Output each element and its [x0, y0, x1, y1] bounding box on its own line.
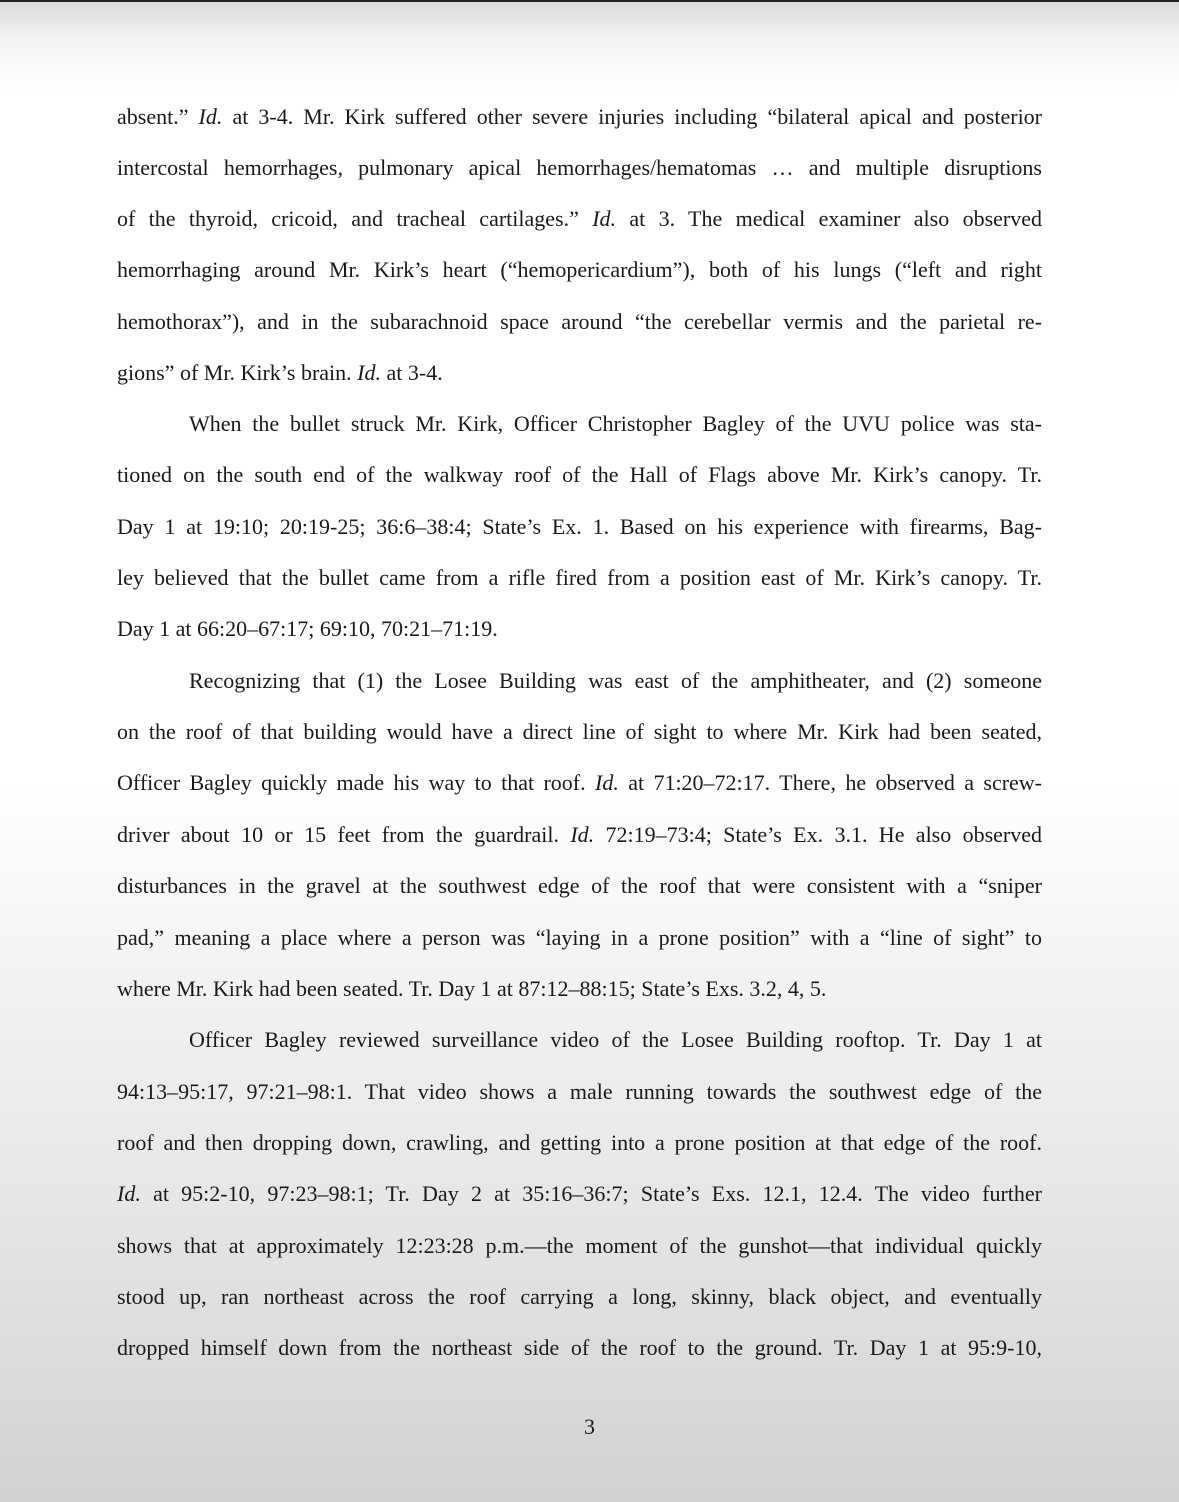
- text-line: pad,” meaning a place where a person was “laying in a prone position” with a “line of sight” to: [117, 925, 1042, 950]
- text-line: Id. at 95:2-10, 97:23–98:1; Tr. Day 2 at 35:16–36:7; State’s Exs. 12.1, 12.4. The video further: [117, 1181, 1042, 1206]
- citation-id: Id.: [592, 206, 617, 231]
- text-line: intercostal hemorrhages, pulmonary apical hemorrhages/hematomas … and multiple disruptions: [117, 155, 1042, 180]
- paragraph-first-line: Officer Bagley reviewed surveillance video of the Losee Building rooftop. Tr. Day 1 at: [189, 1027, 1042, 1052]
- citation-id: Id.: [595, 770, 619, 795]
- citation-id: Id.: [198, 104, 223, 129]
- text-line: ley believed that the bullet came from a rifle fired from a position east of Mr. Kirk’s canopy. Tr.: [117, 565, 1042, 590]
- text-line: stood up, ran northeast across the roof carrying a long, skinny, black object, and eventually: [117, 1284, 1042, 1309]
- text-line: disturbances in the gravel at the southwest edge of the roof that were consistent with a “sniper: [117, 873, 1042, 898]
- text-line: hemorrhaging around Mr. Kirk’s heart (“hemopericardium”), both of his lungs (“left and right: [117, 257, 1042, 282]
- text-line: of the thyroid, cricoid, and tracheal cartilages.” Id. at 3. The medical examiner also observed: [117, 206, 1042, 231]
- text-line: Officer Bagley quickly made his way to that roof. Id. at 71:20–72:17. There, he observed a screw-: [117, 770, 1043, 795]
- citation-id: Id.: [570, 822, 595, 847]
- text-line: Day 1 at 19:10; 20:19-25; 36:6–38:4; State’s Ex. 1. Based on his experience with firearms, Bag-: [117, 514, 1042, 539]
- text-line: gions” of Mr. Kirk’s brain. Id. at 3-4.: [117, 360, 443, 385]
- paragraph-first-line: When the bullet struck Mr. Kirk, Officer Christopher Bagley of the UVU police was sta-: [189, 411, 1042, 436]
- citation-id: Id.: [357, 360, 381, 385]
- citation-id: Id.: [117, 1181, 141, 1206]
- text-line: where Mr. Kirk had been seated. Tr. Day 1 at 87:12–88:15; State’s Exs. 3.2, 4, 5.: [117, 976, 827, 1001]
- text-line: roof and then dropping down, crawling, and getting into a prone position at that edge of the roof.: [117, 1130, 1042, 1155]
- page-number: 3: [584, 1414, 595, 1439]
- text-line: driver about 10 or 15 feet from the guardrail. Id. 72:19–73:4; State’s Ex. 3.1. He also observed: [117, 822, 1042, 847]
- text-line: 94:13–95:17, 97:21–98:1. That video shows a male running towards the southwest edge of the: [117, 1079, 1042, 1104]
- text-line: hemothorax”), and in the subarachnoid space around “the cerebellar vermis and the parietal re-: [117, 309, 1042, 334]
- paragraph-first-line: Recognizing that (1) the Losee Building was east of the amphitheater, and (2) someone: [189, 668, 1042, 693]
- text-line: shows that at approximately 12:23:28 p.m.—the moment of the gunshot—that individual quickly: [117, 1233, 1042, 1258]
- text-line: tioned on the south end of the walkway roof of the Hall of Flags above Mr. Kirk’s canopy. Tr.: [117, 462, 1042, 487]
- text-line: Day 1 at 66:20–67:17; 69:10, 70:21–71:19.: [117, 616, 498, 641]
- text-line: absent.” Id. at 3-4. Mr. Kirk suffered other severe injuries including “bilateral apical and posterior: [117, 104, 1043, 129]
- text-line: dropped himself down from the northeast side of the roof to the ground. Tr. Day 1 at 95:9-10,: [117, 1335, 1042, 1360]
- text-line: on the roof of that building would have a direct line of sight to where Mr. Kirk had been seated,: [117, 719, 1042, 744]
